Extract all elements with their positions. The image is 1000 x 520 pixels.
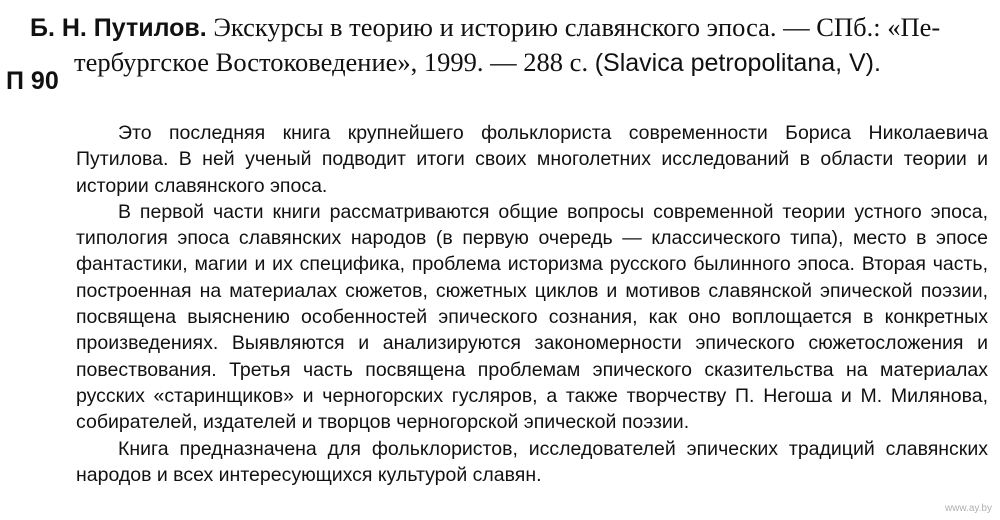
series-name: (Slavica petropolitana, V). [594,49,881,77]
shelfmark-code: П 90 [6,67,59,95]
watermark: www.ay.by [944,503,992,514]
book-title-line-2-wrapper [30,45,980,80]
paragraph-3: Книга предназначена для фольклористов, исследователей эпических традиций славянских народов и всех интересующихся культурой славян. [76,437,988,486]
book-title-line-1: Экскурсы в теорию и историю славянского эпоса. — СПб.: «Пе- [213,12,941,42]
paragraph-2: В первой части книги рассматриваются общие вопросы современной теории устного эпоса, типология эпоса славянских народов (в первую очередь — классического типа), место в эпосе фантастики, магии и их специфика, проблема историзма русского былинного эпоса. Вторая часть, построенная на материалах сюжетов, сюжетных циклов и мотивов славянской эпической поэзии, посвящена выяснению особенностей эпического сознания, как оно воплощается в конкретных произведениях. Выявляются и анализируются закономерности эпического сюжетосложения и повествования. Третья часть посвящена проблемам эпического сказительства на материалах русских «старинщиков» и черногорских гусляров, а также творчеству П. Негоша и М. Милянова, собирателей, издателей и творцов черногорской эпической поэзии. [76,200,988,434]
paragraph-1: Это последняя книга крупнейшего фольклориста современности Бориса Николаевича Путилова. В ней ученый подводит итоги своих многолетних исследований в области теории и истории славянского эпоса. [76,122,988,197]
author-name: Б. Н. Путилов. [30,14,207,42]
bibliographic-entry [30,10,980,80]
annotation-text [76,120,988,488]
book-title-line-2: тербургское Востоковедение», 1999. — 288 с. [74,47,589,77]
